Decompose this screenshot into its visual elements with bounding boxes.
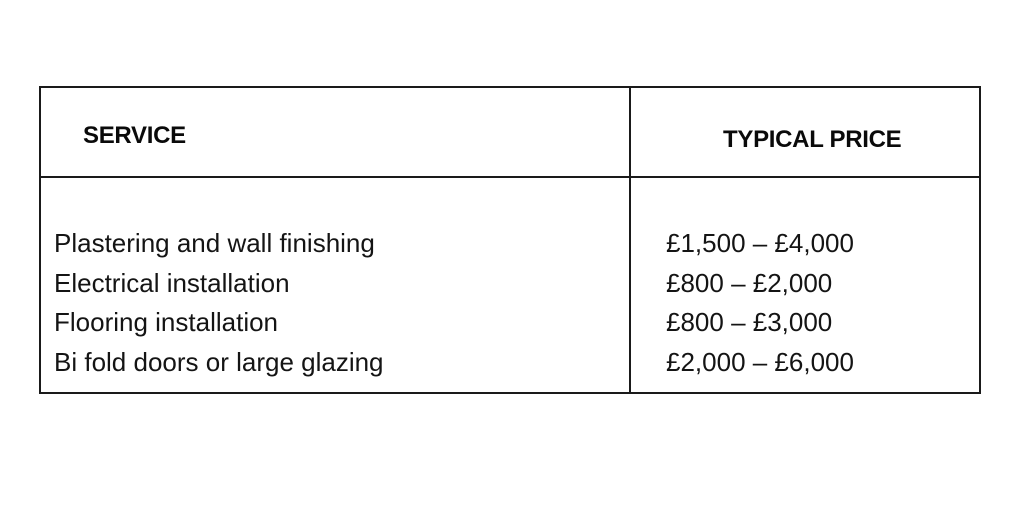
header-divider <box>41 176 979 178</box>
column-divider <box>629 88 631 392</box>
service-cell: Electrical installation <box>54 267 290 298</box>
service-column <box>54 224 384 382</box>
service-cell: Flooring installation <box>54 307 279 337</box>
price-table <box>39 86 981 394</box>
price-cell: £800 – £2,000 <box>666 267 833 298</box>
price-column-header: TYPICAL PRICE <box>723 126 902 153</box>
service-cell: Plastering and wall finishing <box>54 228 375 258</box>
price-cell: £1,500 – £4,000 <box>666 228 854 258</box>
service-column-header: SERVICE <box>83 122 186 149</box>
price-cell: £800 – £3,000 <box>666 307 833 337</box>
price-column <box>666 224 854 382</box>
price-cell: £2,000 – £6,000 <box>666 346 854 377</box>
service-cell: Bi fold doors or large glazing <box>54 346 384 377</box>
